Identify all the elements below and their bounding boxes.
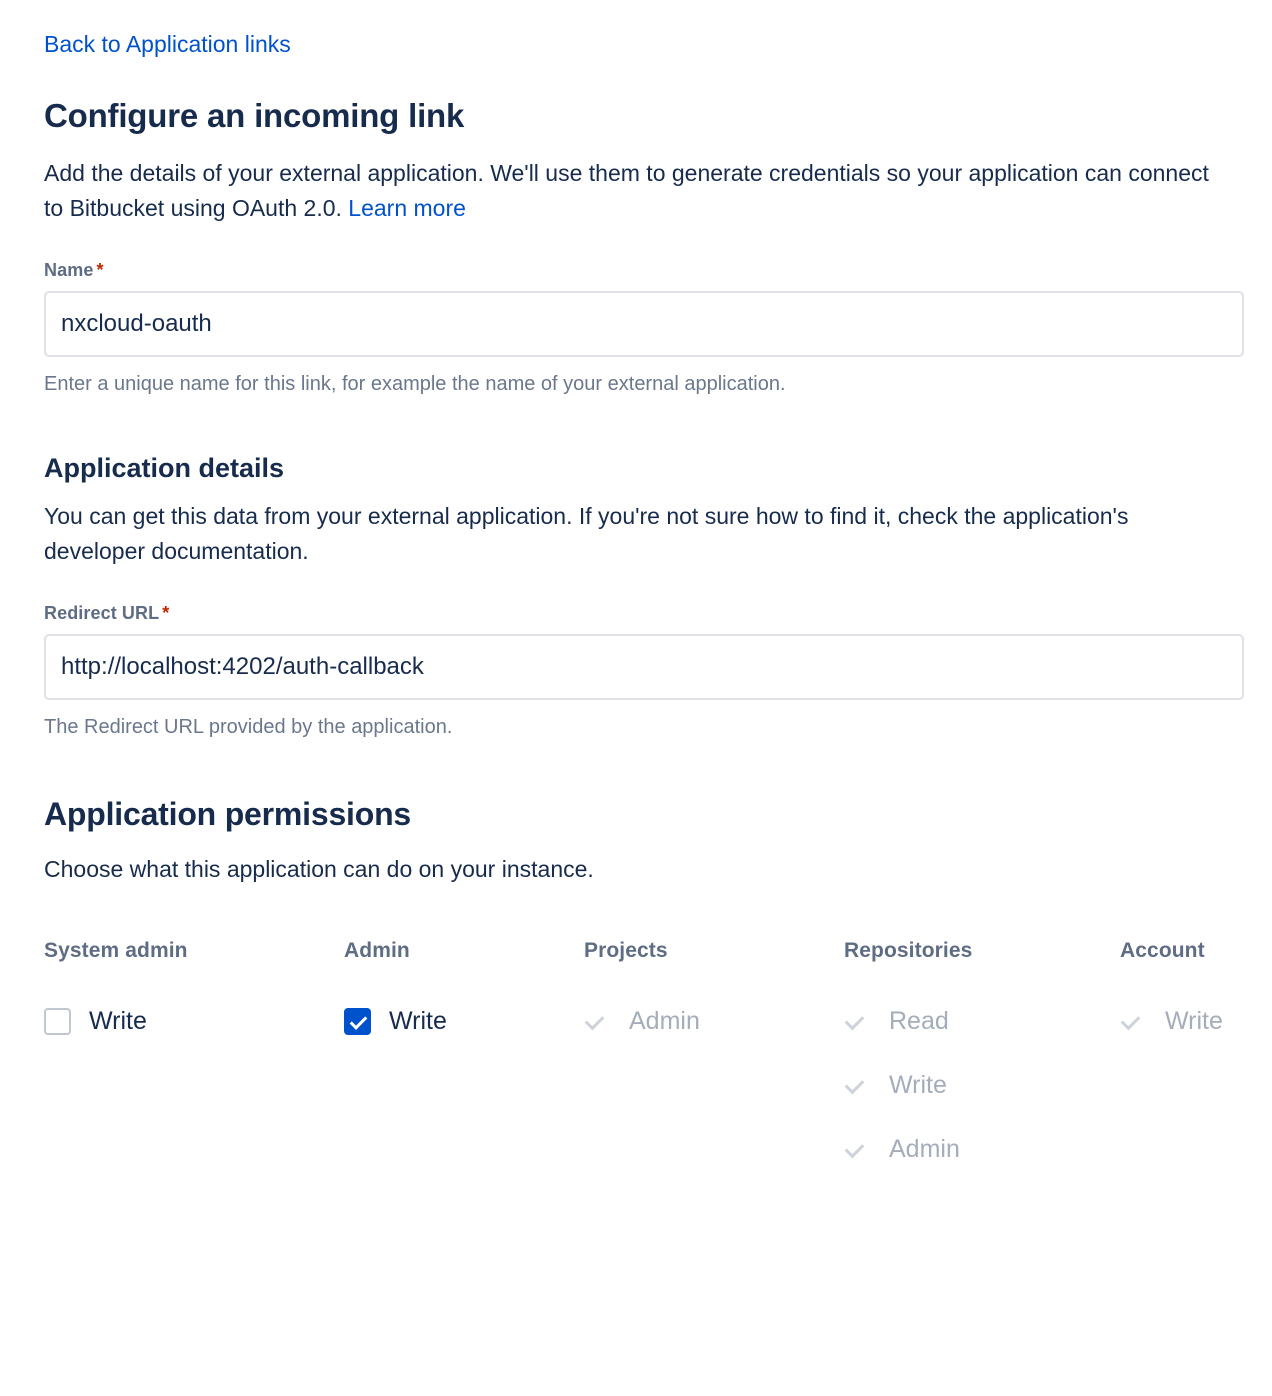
permission-column-admin <box>344 939 584 1181</box>
permission-option-label: Write <box>1165 1007 1223 1035</box>
name-required-marker: * <box>96 260 104 280</box>
name-input[interactable] <box>44 291 1244 357</box>
name-label-text: Name <box>44 260 94 280</box>
back-to-application-links-link[interactable]: Back to Application links <box>44 31 291 57</box>
permission-option-label: Write <box>389 1007 447 1035</box>
permission-column-account <box>1120 939 1272 1181</box>
redirect-url-required-marker: * <box>162 603 170 623</box>
redirect-url-label <box>44 603 1240 624</box>
learn-more-link[interactable]: Learn more <box>348 195 466 221</box>
permission-column-header: Admin <box>344 939 410 962</box>
application-permissions-description: Choose what this application can do on your instance. <box>44 856 594 882</box>
checkbox-checked-disabled-icon <box>844 1008 871 1035</box>
permission-option-repositories-admin <box>844 1117 1120 1181</box>
permission-option-admin-write[interactable] <box>344 989 584 1053</box>
permission-option-label: Write <box>89 1007 147 1035</box>
checkbox-checked-disabled-icon <box>584 1008 611 1035</box>
checkbox-icon[interactable] <box>44 1008 71 1035</box>
permission-option-projects-admin <box>584 989 844 1053</box>
permission-column-header: Projects <box>584 939 668 962</box>
permission-column-header: Account <box>1120 939 1205 962</box>
permission-option-label: Admin <box>889 1135 960 1163</box>
permission-option-label: Admin <box>629 1007 700 1035</box>
page-intro-text: Add the details of your external application. We'll use them to generate credentials so your application can connect to Bitbucket using OAuth 2.0. <box>44 160 1209 221</box>
name-field-group <box>44 260 1240 397</box>
redirect-url-input[interactable] <box>44 634 1244 700</box>
redirect-url-field-group <box>44 603 1240 740</box>
checkbox-checked-disabled-icon <box>844 1136 871 1163</box>
page-intro <box>44 156 1224 226</box>
permission-column-repositories <box>844 939 1120 1181</box>
application-details-description: You can get this data from your external application. If you're not sure how to find it, check the application's developer documentation. <box>44 503 1129 564</box>
permission-column-system-admin <box>44 939 344 1181</box>
checkbox-checked-icon[interactable] <box>344 1008 371 1035</box>
redirect-url-label-text: Redirect URL <box>44 603 160 623</box>
permission-option-account-write <box>1120 989 1272 1053</box>
name-field-label <box>44 260 1240 281</box>
permission-option-label: Read <box>889 1007 949 1035</box>
spacer-2 <box>44 740 1240 794</box>
application-details-title: Application details <box>44 453 285 483</box>
redirect-url-helper: The Redirect URL provided by the application. <box>44 716 453 738</box>
permission-option-label: Write <box>889 1071 947 1099</box>
permission-column-projects <box>584 939 844 1181</box>
permission-option-repositories-write <box>844 1053 1120 1117</box>
permission-option-system-admin-write[interactable] <box>44 989 344 1053</box>
spacer-1 <box>44 397 1240 451</box>
permission-column-header: System admin <box>44 939 188 962</box>
application-permissions-title: Application permissions <box>44 796 412 832</box>
page-title: Configure an incoming link <box>44 97 465 134</box>
checkbox-checked-disabled-icon <box>844 1072 871 1099</box>
name-field-helper: Enter a unique name for this link, for example the name of your external application. <box>44 373 786 395</box>
permission-option-repositories-read <box>844 989 1120 1053</box>
permissions-grid <box>44 939 1240 1181</box>
permission-column-header: Repositories <box>844 939 973 962</box>
checkbox-checked-disabled-icon <box>1120 1008 1147 1035</box>
